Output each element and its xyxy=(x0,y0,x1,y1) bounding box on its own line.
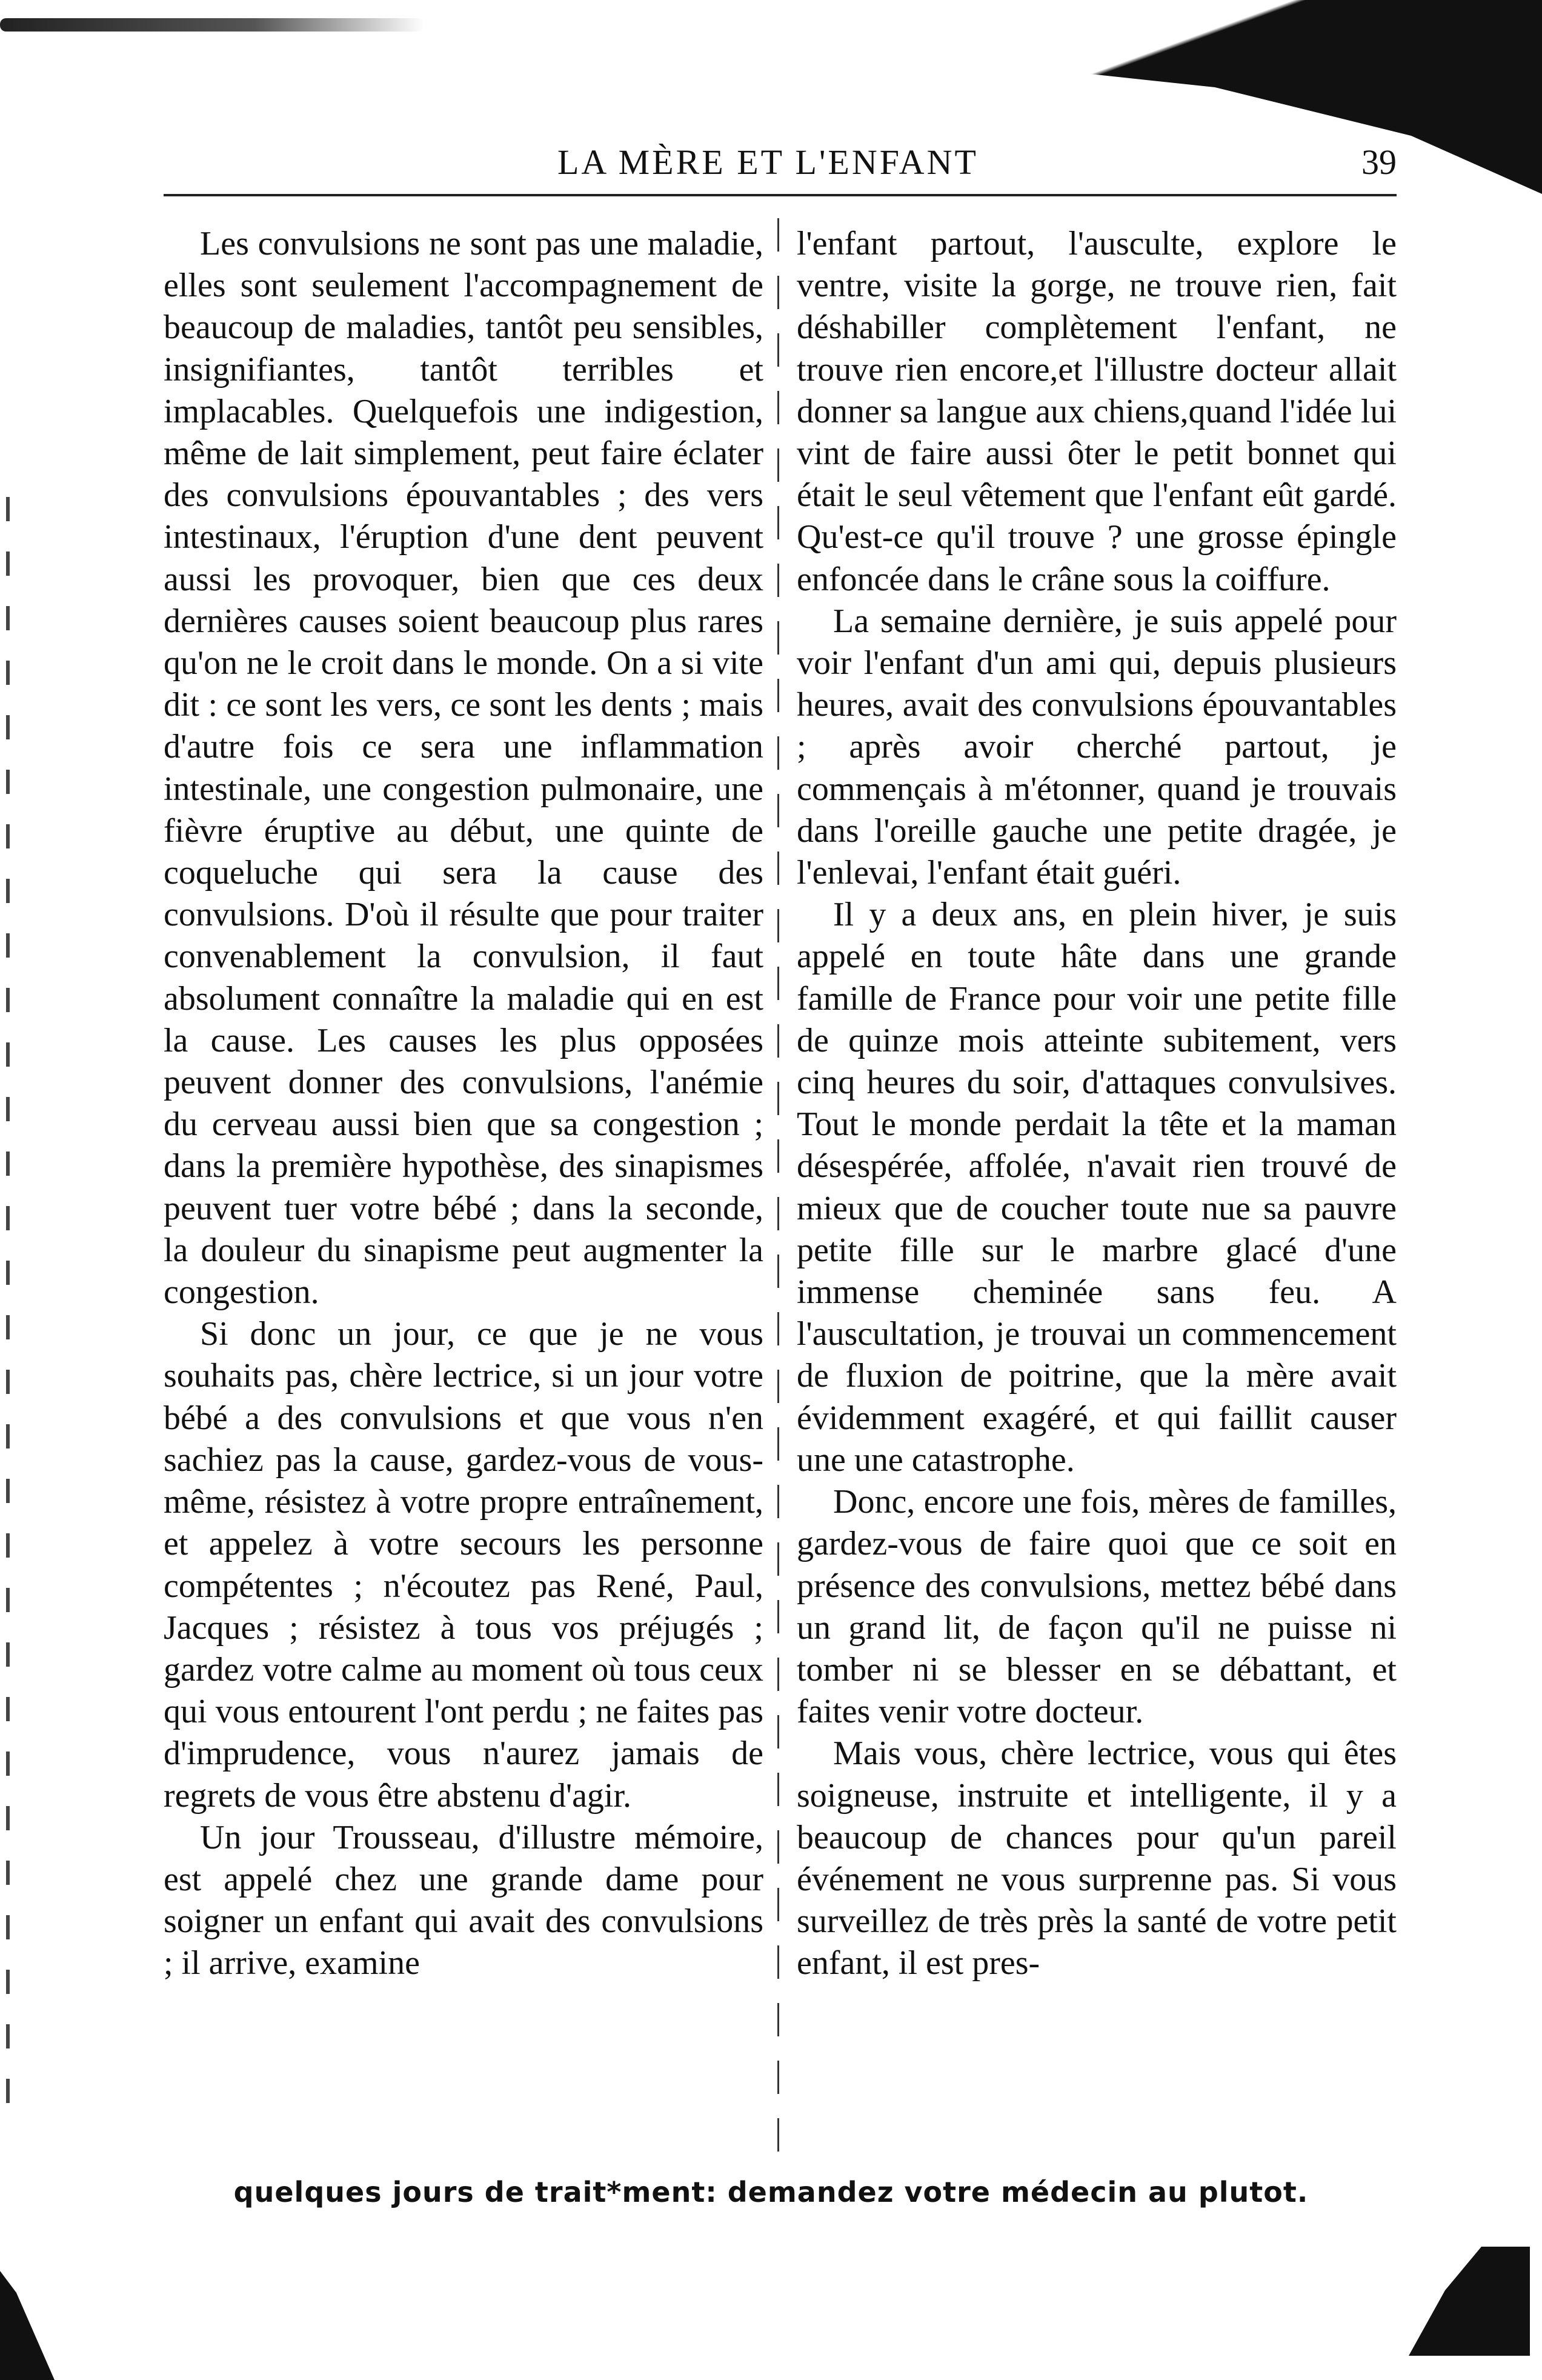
paragraph: Un jour Trousseau, d'illustre mémoire, est appelé chez une grande dame pour soigner un enfant qui avait des convulsions ; il arrive, examine xyxy=(164,1818,763,1982)
scan-top-smudge xyxy=(0,18,424,32)
paragraph: Les convulsions ne sont pas une maladie, elles sont seulement l'accompagnement de beaucoup de maladies, tantôt peu sensibles, insignifiantes, tantôt terribles et implacables. Quelquefois une indigestion, même de lait simplement, peut faire éclater des convulsions épouvantables ; des vers intestinaux, l'éruption d'une dent peuvent aussi les provoquer, bien que ces deux dernières causes soient beaucoup plus rares qu'on ne le croit dans le monde. On a si vite dit : ce sont les vers, ce sont les dents ; mais d'autre fois ce sera une inflammation intestinale, une congestion pulmonaire, une fièvre éruptive au début, une quinte de coqueluche qui sera la cause des convulsions. D'où il résulte que pour traiter convenablement la convulsion, il faut absolument connaître la maladie qui en est la cause. Les causes les plus opposées peuvent donner des convulsions, l'anémie du cerveau aussi bien que sa congestion ; dans la première hypothèse, des sinapismes peuvent tuer votre bébé ; dans la seconde, la douleur du sinapisme peut augmenter la congestion. xyxy=(164,225,763,1312)
scan-torn-corner-bottom-right xyxy=(1409,2247,1530,2356)
running-title: LA MÈRE ET L'ENFANT xyxy=(557,142,979,182)
scan-torn-corner-bottom-left xyxy=(0,2271,55,2380)
paragraph: Donc, encore une fois, mères de familles, gardez-vous de faire quoi que ce soit en présence des convulsions, mettez bébé dans un grand lit, de façon qu'il ne puisse ni tomber ni se blesser en se débattant, et faites venir votre docteur. xyxy=(797,1483,1397,1731)
right-column xyxy=(797,223,1397,1985)
scan-left-edge-marks xyxy=(6,497,10,2133)
paragraph-continuation: l'enfant partout, l'ausculte, explore le ventre, visite la gorge, ne trouve rien, fait déshabiller complètement l'enfant, ne trouve rien encore,et l'illustre docteur allait donner sa langue aux chiens,quand l'idée lui vint de faire aussi ôter le petit bonnet qui était le seul vêtement que l'enfant eût gardé. Qu'est-ce qu'il trouve ? une grosse épingle enfoncée dans le crâne sous la coiffure. xyxy=(797,225,1397,598)
page-header xyxy=(164,133,1397,188)
column-divider xyxy=(777,218,779,2158)
footer-advertisement: quelques jours de trait*ment: demandez votre médecin au plutot. xyxy=(233,2176,1309,2208)
paragraph: Il y a deux ans, en plein hiver, je suis appelé en toute hâte dans une grande famille de France pour voir une petite fille de quinze mois atteinte subitement, vers cinq heures du soir, d'attaques convulsives. Tout le monde perdait la tête et la maman désespérée, affolée, n'avait rien trouvé de mieux que de coucher toute nue sa pauvre petite fille sur le marbre glacé d'une immense cheminée sans feu. A l'auscultation, je trouvai un commencement de fluxion de poitrine, que la mère avait évidemment exagéré, et qui faillit causer une une catastrophe. xyxy=(797,896,1397,1479)
paragraph: Mais vous, chère lectrice, vous qui êtes soigneuse, instruite et intelligente, il y a beaucoup de chances pour qu'un pareil événement ne vous surprenne pas. Si vous surveillez de très près la santé de votre petit enfant, il est pres- xyxy=(797,1735,1397,1982)
left-column xyxy=(164,223,763,1985)
page-number: 39 xyxy=(1361,142,1397,182)
header-rule xyxy=(164,194,1397,196)
paragraph: Si donc un jour, ce que je ne vous souhaits pas, chère lectrice, si un jour votre bébé a des convulsions et que vous n'en sachiez pas la cause, gardez-vous de vous-même, résistez à votre propre entraînement, et appelez à votre secours les personne compétentes ; n'écoutez pas René, Paul, Jacques ; résistez à tous vos préjugés ; gardez votre calme au moment où tous ceux qui vous entourent l'ont perdu ; ne faites pas d'imprudence, vous n'aurez jamais de regrets de vous être abstenu d'agir. xyxy=(164,1315,763,1815)
paragraph: La semaine dernière, je suis appelé pour voir l'enfant d'un ami qui, depuis plusieurs heures, avait des convulsions épouvantables ; après avoir cherché partout, je commençais à m'étonner, quand je trouvais dans l'oreille gauche une petite dragée, je l'enlevai, l'enfant était guéri. xyxy=(797,602,1397,892)
